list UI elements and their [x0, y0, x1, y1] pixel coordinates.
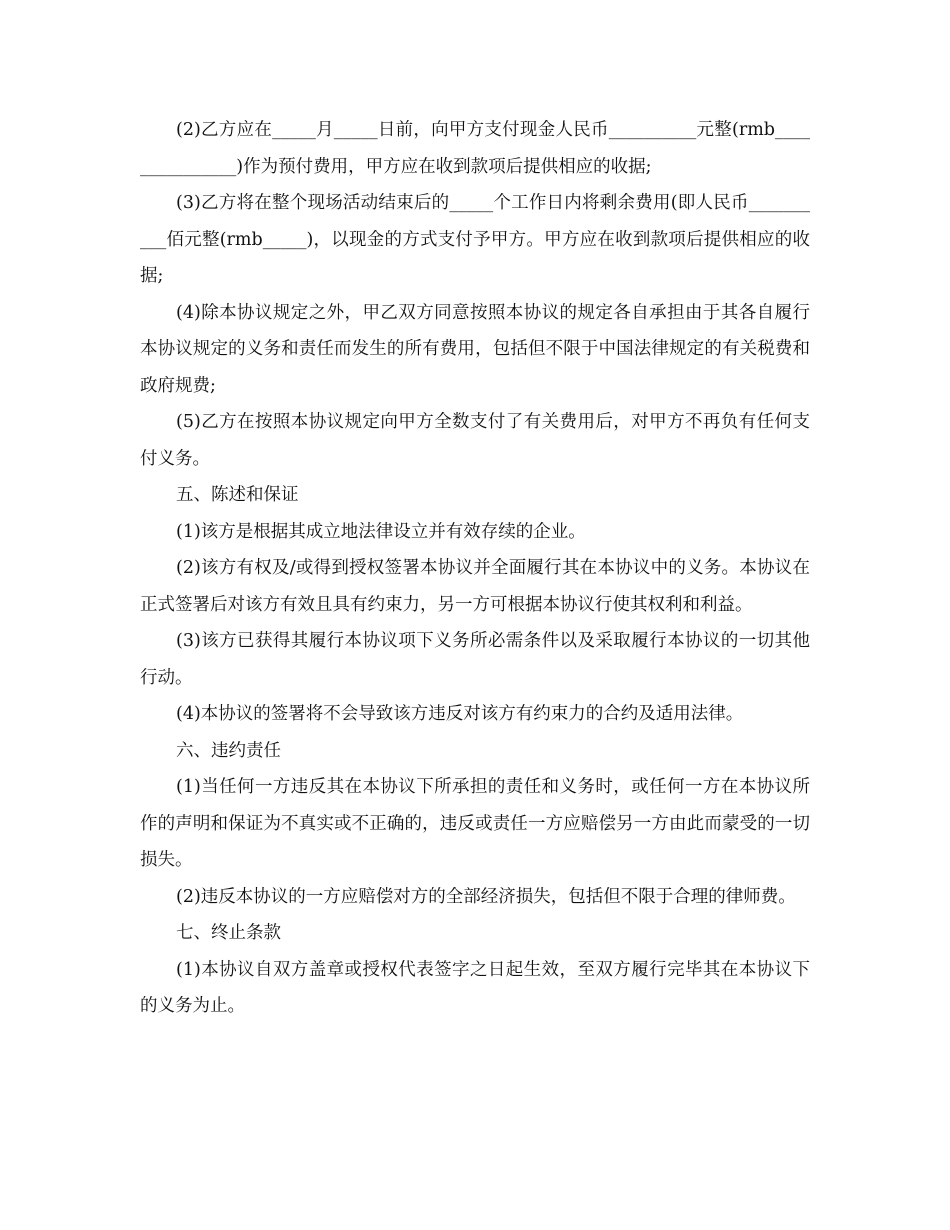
clause-conditions-obtained: (3)该方已获得其履行本协议项下义务所必需条件以及采取履行本协议的一切其他行动。	[140, 631, 810, 688]
clause-payment-remaining: (3)乙方将在整个现场活动结束后的_____个工作日内将剩余费用(即人民币__________佰元整(rmb_____)，以现金的方式支付予甲方。甲方应在收到款项后提供相应的收据;	[140, 193, 810, 286]
section-heading-termination: 七、终止条款	[176, 923, 281, 943]
clause-lawful-entity: (1)该方是根据其成立地法律设立并有效存续的企业。	[176, 521, 586, 542]
clause-economic-loss: (2)违反本协议的一方应赔偿对方的全部经济损失，包括但不限于合理的律师费。	[176, 886, 796, 907]
clause-no-violation: (4)本协议的签署将不会导致该方违反对该方有约束力的合约及适用法律。	[176, 704, 744, 724]
section-heading-representations: 五、陈述和保证	[176, 485, 299, 505]
clause-effective-term: (1)本协议自双方盖章或授权代表签字之日起生效，至双方履行完毕其在本协议下的义务为止。	[140, 959, 810, 1016]
section-heading-liability: 六、违约责任	[176, 740, 281, 761]
clause-no-further-obligation: (5)乙方在按照本协议规定向甲方全数支付了有关费用后，对甲方不再负有任何支付义务。	[140, 412, 810, 469]
clause-costs-borne: (4)除本协议规定之外，甲乙双方同意按照本协议的规定各自承担由于其各自履行本协议规定的义务和责任而发生的所有费用，包括但不限于中国法律规定的有关税费和政府规费;	[140, 302, 810, 396]
clause-authority: (2)该方有权及/或得到授权签署本协议并全面履行其在本协议中的义务。本协议在正式签署后对该方有效且具有约束力，另一方可根据本协议行使其权利和利益。	[140, 558, 810, 615]
clause-payment-advance: (2)乙方应在_____月_____日前，向甲方支付现金人民币__________元整(rmb_______________)作为预付费用，甲方应在收到款项后提供相应的收据;	[140, 120, 810, 177]
clause-breach-compensation: (1)当任何一方违反其在本协议下所承担的责任和义务时，或任何一方在本协议所作的声明和保证为不真实或不正确的，违反或责任一方应赔偿另一方由此而蒙受的一切损失。	[140, 777, 810, 870]
document-body	[140, 112, 810, 1025]
